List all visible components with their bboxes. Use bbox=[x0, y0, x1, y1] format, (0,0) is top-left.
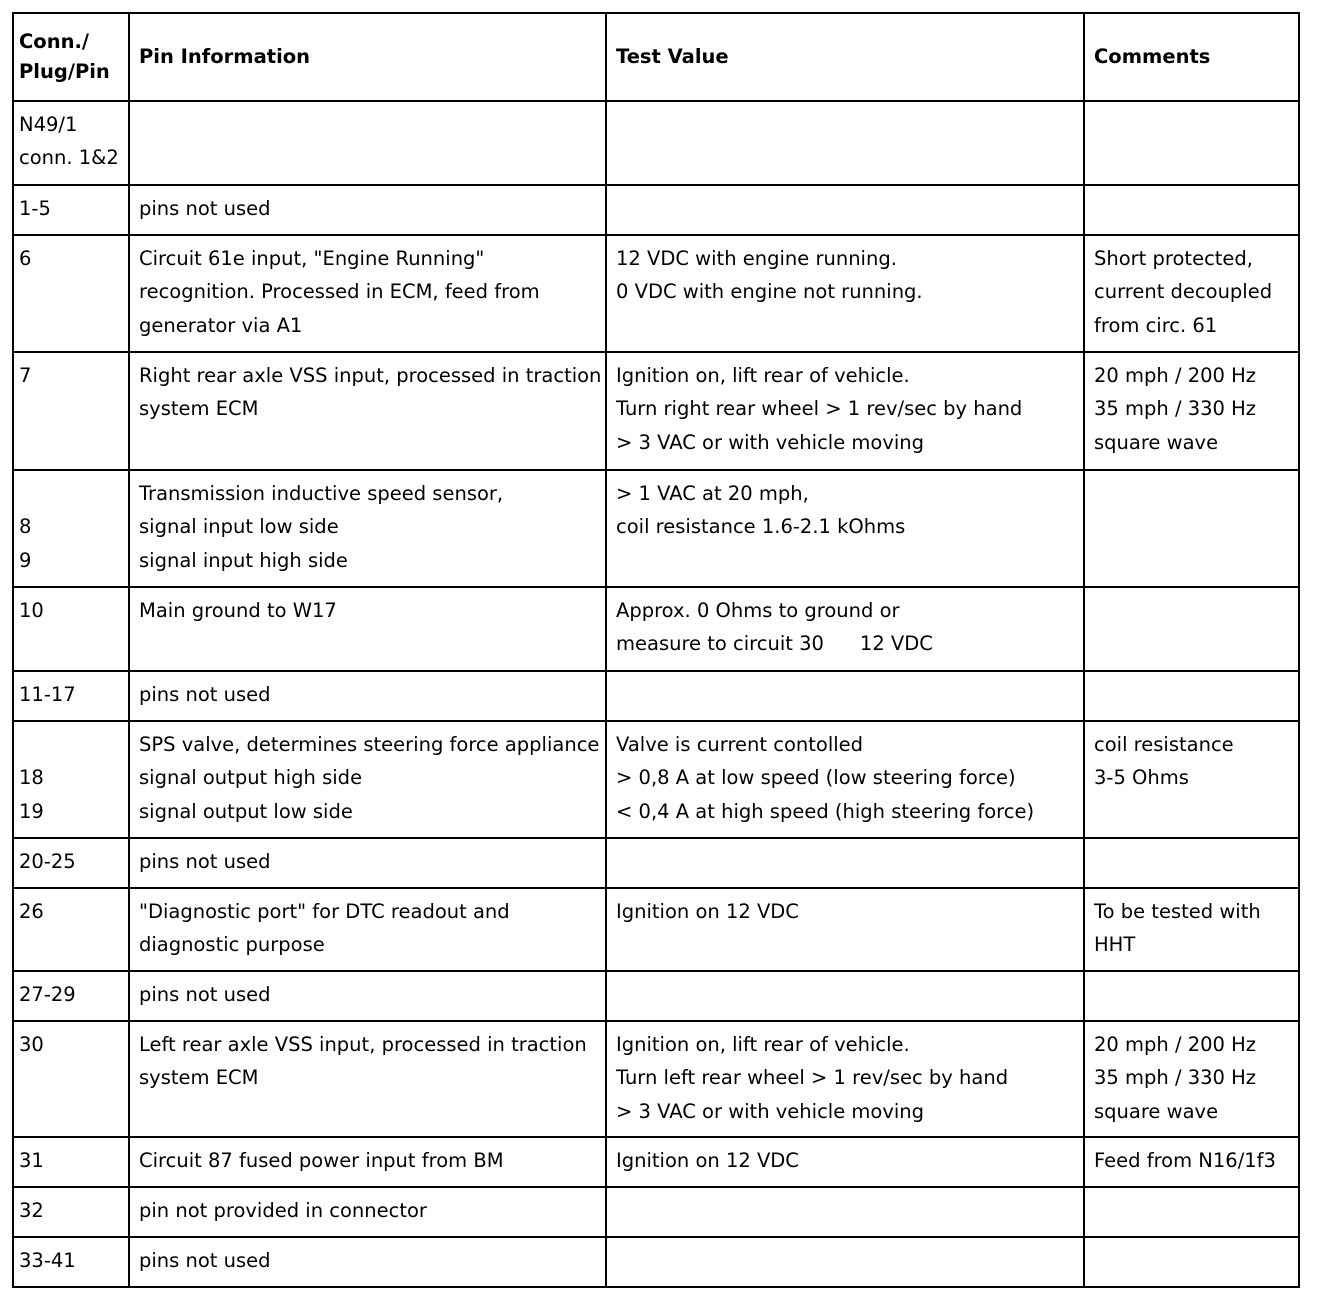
pin-info-cell: Circuit 61e input, "Engine Running" recognition. Processed in ECM, feed from generator via A1 bbox=[129, 235, 606, 352]
pin-info-cell: pins not used bbox=[129, 1237, 606, 1287]
test-value-cell: Ignition on 12 VDC bbox=[606, 1137, 1084, 1187]
table-row bbox=[13, 671, 1299, 721]
comments-cell bbox=[1084, 838, 1299, 888]
test-value-cell bbox=[606, 185, 1084, 235]
test-value-cell: Ignition on 12 VDC bbox=[606, 888, 1084, 971]
comments-cell bbox=[1084, 971, 1299, 1021]
table-row bbox=[13, 101, 1299, 185]
header-test-value: Test Value bbox=[606, 13, 1084, 101]
test-value-cell bbox=[606, 838, 1084, 888]
header-pin-information: Pin Information bbox=[129, 13, 606, 101]
test-value-cell: Ignition on, lift rear of vehicle. Turn left rear wheel > 1 rev/sec by hand > 3 VAC or with vehicle moving bbox=[606, 1021, 1084, 1137]
comments-cell bbox=[1084, 1187, 1299, 1237]
table-row bbox=[13, 1137, 1299, 1187]
comments-cell: Feed from N16/1f3 bbox=[1084, 1137, 1299, 1187]
pin-cell: 32 bbox=[13, 1187, 129, 1237]
pin-info-cell: Main ground to W17 bbox=[129, 587, 606, 671]
comments-cell bbox=[1084, 101, 1299, 185]
test-value-cell: Valve is current contolled > 0,8 A at low speed (low steering force) < 0,4 A at high speed (high steering force) bbox=[606, 721, 1084, 838]
pin-info-cell: Transmission inductive speed sensor, signal input low side signal input high side bbox=[129, 470, 606, 587]
table-row bbox=[13, 1237, 1299, 1287]
pin-information-table bbox=[12, 12, 1300, 1288]
pin-info-cell: pins not used bbox=[129, 185, 606, 235]
table-row bbox=[13, 1187, 1299, 1237]
table-header-row bbox=[13, 13, 1299, 101]
pin-cell: 31 bbox=[13, 1137, 129, 1187]
table-row bbox=[13, 721, 1299, 838]
comments-cell bbox=[1084, 185, 1299, 235]
pin-info-cell: Right rear axle VSS input, processed in traction system ECM bbox=[129, 352, 606, 470]
test-value-cell bbox=[606, 971, 1084, 1021]
test-value-cell bbox=[606, 1237, 1084, 1287]
pin-info-cell: pins not used bbox=[129, 838, 606, 888]
pin-info-cell: pin not provided in connector bbox=[129, 1187, 606, 1237]
pin-info-cell: pins not used bbox=[129, 671, 606, 721]
pin-cell: 11-17 bbox=[13, 671, 129, 721]
pin-info-cell: pins not used bbox=[129, 971, 606, 1021]
table-row bbox=[13, 185, 1299, 235]
table-row bbox=[13, 352, 1299, 470]
pin-info-cell: Left rear axle VSS input, processed in traction system ECM bbox=[129, 1021, 606, 1137]
table-row bbox=[13, 1021, 1299, 1137]
pin-cell: 33-41 bbox=[13, 1237, 129, 1287]
header-comments: Comments bbox=[1084, 13, 1299, 101]
comments-cell: 20 mph / 200 Hz 35 mph / 330 Hz square wave bbox=[1084, 352, 1299, 470]
pin-cell: 8 9 bbox=[13, 470, 129, 587]
pin-cell: 30 bbox=[13, 1021, 129, 1137]
test-value-cell: 12 VDC with engine running. 0 VDC with engine not running. bbox=[606, 235, 1084, 352]
pin-info-cell: SPS valve, determines steering force appliance signal output high side signal output low side bbox=[129, 721, 606, 838]
comments-cell: 20 mph / 200 Hz 35 mph / 330 Hz square wave bbox=[1084, 1021, 1299, 1137]
pin-cell: 20-25 bbox=[13, 838, 129, 888]
test-value-cell bbox=[606, 1187, 1084, 1237]
test-value-cell: Ignition on, lift rear of vehicle. Turn right rear wheel > 1 rev/sec by hand > 3 VAC or with vehicle moving bbox=[606, 352, 1084, 470]
comments-cell bbox=[1084, 1237, 1299, 1287]
pin-cell: 18 19 bbox=[13, 721, 129, 838]
comments-cell: Short protected, current decoupled from circ. 61 bbox=[1084, 235, 1299, 352]
test-value-cell: Approx. 0 Ohms to ground or measure to circuit 30 12 VDC bbox=[606, 587, 1084, 671]
pin-cell: 7 bbox=[13, 352, 129, 470]
table-row bbox=[13, 235, 1299, 352]
pin-info-cell: Circuit 87 fused power input from BM bbox=[129, 1137, 606, 1187]
comments-cell: To be tested with HHT bbox=[1084, 888, 1299, 971]
comments-cell: coil resistance 3-5 Ohms bbox=[1084, 721, 1299, 838]
table-row bbox=[13, 888, 1299, 971]
header-conn-plug-pin: Conn./ Plug/Pin bbox=[13, 13, 129, 101]
comments-cell bbox=[1084, 470, 1299, 587]
test-value-cell bbox=[606, 671, 1084, 721]
pin-cell: 27-29 bbox=[13, 971, 129, 1021]
test-value-cell bbox=[606, 101, 1084, 185]
comments-cell bbox=[1084, 587, 1299, 671]
table-row bbox=[13, 587, 1299, 671]
pin-cell: 26 bbox=[13, 888, 129, 971]
pin-cell: 10 bbox=[13, 587, 129, 671]
test-value-cell: > 1 VAC at 20 mph, coil resistance 1.6-2.1 kOhms bbox=[606, 470, 1084, 587]
pin-cell: N49/1 conn. 1&2 bbox=[13, 101, 129, 185]
table-row bbox=[13, 470, 1299, 587]
table-row bbox=[13, 838, 1299, 888]
pin-cell: 6 bbox=[13, 235, 129, 352]
table-row bbox=[13, 971, 1299, 1021]
pin-cell: 1-5 bbox=[13, 185, 129, 235]
comments-cell bbox=[1084, 671, 1299, 721]
pin-info-cell bbox=[129, 101, 606, 185]
pin-info-cell: "Diagnostic port" for DTC readout and diagnostic purpose bbox=[129, 888, 606, 971]
